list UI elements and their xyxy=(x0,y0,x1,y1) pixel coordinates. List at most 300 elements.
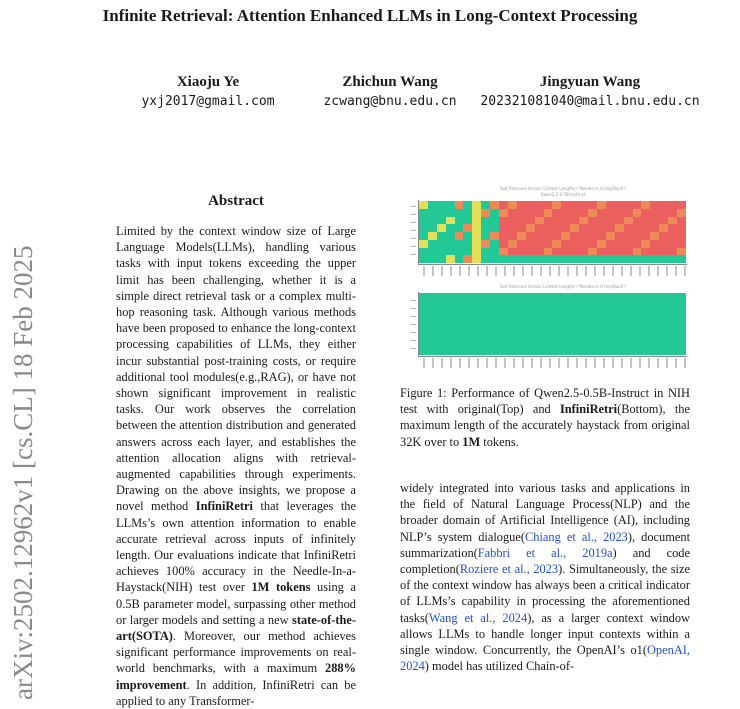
heatmap-cell xyxy=(463,301,472,309)
heatmap-cell xyxy=(419,255,428,263)
heatmap-cell xyxy=(615,347,624,355)
heatmap-cell xyxy=(472,347,481,355)
heatmap-cell xyxy=(561,347,570,355)
heatmap-cell xyxy=(650,209,659,217)
heatmap-cell xyxy=(597,332,606,340)
heatmap-cell xyxy=(472,316,481,324)
heatmap-cell xyxy=(463,309,472,317)
heatmap-cell xyxy=(446,240,455,248)
heatmap-cell xyxy=(446,324,455,332)
top-heatmap-subtitle: Qwen2.5-0.5B-Instruct xyxy=(540,192,586,197)
heatmap-cell xyxy=(641,301,650,309)
heatmap-cell xyxy=(535,293,544,301)
heatmap-cell xyxy=(446,201,455,209)
heatmap-cell xyxy=(650,316,659,324)
heatmap-cell xyxy=(472,301,481,309)
heatmap-cell xyxy=(677,316,686,324)
heatmap-cell xyxy=(463,217,472,225)
heatmap-cell xyxy=(526,301,535,309)
heatmap-cell xyxy=(517,347,526,355)
heatmap-cell xyxy=(561,209,570,217)
heatmap-cell xyxy=(668,209,677,217)
heatmap-cell xyxy=(677,232,686,240)
heatmap-cell xyxy=(535,248,544,256)
heatmap-cell xyxy=(437,340,446,348)
heatmap-cell xyxy=(499,201,508,209)
heatmap-cell xyxy=(588,301,597,309)
heatmap-cell xyxy=(579,340,588,348)
heatmap-cell xyxy=(472,340,481,348)
heatmap-cell xyxy=(668,201,677,209)
heatmap-cell xyxy=(419,332,428,340)
heatmap-cell xyxy=(455,217,464,225)
heatmap-cell xyxy=(508,209,517,217)
heatmap-cell xyxy=(552,201,561,209)
author-email[interactable]: zcwang@bnu.edu.cn xyxy=(323,94,457,109)
heatmap-cell xyxy=(641,332,650,340)
author-email[interactable]: yxj2017@gmail.com xyxy=(141,94,275,109)
heatmap-cell xyxy=(650,201,659,209)
heatmap-cell xyxy=(641,255,650,263)
heatmap-cell xyxy=(455,224,464,232)
heatmap-cell xyxy=(535,301,544,309)
heatmap-cell xyxy=(588,201,597,209)
heatmap-cell xyxy=(490,209,499,217)
heatmap-cell xyxy=(633,309,642,317)
heatmap-cell xyxy=(517,255,526,263)
bottom-heatmap-x-ticks xyxy=(420,358,686,368)
heatmap-cell xyxy=(570,293,579,301)
heatmap-cell xyxy=(624,209,633,217)
heatmap-cell xyxy=(535,340,544,348)
heatmap-cell xyxy=(508,201,517,209)
heatmap-cell xyxy=(455,316,464,324)
heatmap-cell xyxy=(508,347,517,355)
heatmap-cell xyxy=(517,240,526,248)
heatmap-cell xyxy=(615,309,624,317)
heatmap-cell xyxy=(570,240,579,248)
heatmap-cell xyxy=(552,209,561,217)
abstract-heading: Abstract xyxy=(208,193,264,209)
heatmap-cell xyxy=(517,316,526,324)
heatmap-cell xyxy=(659,217,668,225)
heatmap-cell xyxy=(659,324,668,332)
heatmap-cell xyxy=(428,324,437,332)
heatmap-cell xyxy=(659,255,668,263)
heatmap-cell xyxy=(499,293,508,301)
heatmap-cell xyxy=(481,201,490,209)
heatmap-cell xyxy=(428,255,437,263)
heatmap-cell xyxy=(588,217,597,225)
heatmap-cell xyxy=(650,301,659,309)
heatmap-cell xyxy=(419,347,428,355)
author-email[interactable]: 202321081040@mail.bnu.edu.cn xyxy=(480,94,700,109)
heatmap-cell xyxy=(624,201,633,209)
heatmap-cell xyxy=(463,316,472,324)
heatmap-cell xyxy=(677,224,686,232)
heatmap-cell xyxy=(597,347,606,355)
abstract-text: Limited by the context window size of Large Language Models(LLMs), handling various tasks with input tokens exceeding the upper limit has been challenging, whether it is a simple direct retrieval task or a complex multi-hop reasoning task. Although various methods have been proposed to enhance the long-context processing capabilities of LLMs, they either incur substantial post-training costs, or require additional tool modules(e.g.,RAG), or have not shown significant improvement in realistic tasks. Our work observes the correlation between the attention distribution and generated answers across each layer, and establishes the attention allocation aligns with retrieval-augmented capabilities through experiments. Drawing on the above insights, we propose a novel method InfiniRetri that leverages the LLMs’s own attention information to enable accurate retrieval across inputs of infinitely length. Our evaluations indicate that InfiniRetri achieves 100% accuracy in the Needle-In-a-Haystack(NIH) test over 1M tokens using a 0.5B parameter model, surpassing other method or larger models and setting a new state-of-the-art(SOTA). Moreover, our method achieves significant performance improvements on real-world benchmarks, with a maximum 288% improvement. In addition, InfiniRetri can be applied to any Transformer- xyxy=(116,224,356,708)
heatmap-cell xyxy=(659,209,668,217)
heatmap-cell xyxy=(463,347,472,355)
heatmap-cell xyxy=(446,255,455,263)
heatmap-cell xyxy=(472,309,481,317)
heatmap-cell xyxy=(597,248,606,256)
heatmap-cell xyxy=(455,309,464,317)
heatmap-cell xyxy=(606,240,615,248)
heatmap-cell xyxy=(570,224,579,232)
heatmap-cell xyxy=(668,293,677,301)
heatmap-cell xyxy=(455,324,464,332)
heatmap-cell xyxy=(437,209,446,217)
heatmap-cell xyxy=(659,201,668,209)
heatmap-cell xyxy=(606,209,615,217)
heatmap-cell xyxy=(490,201,499,209)
heatmap-cell xyxy=(570,347,579,355)
arxiv-stamp: arXiv:2502.12962v1 [cs.CL] 18 Feb 2025 xyxy=(8,245,38,700)
heatmap-cell xyxy=(437,224,446,232)
heatmap-cell xyxy=(615,293,624,301)
heatmap-cell xyxy=(463,332,472,340)
heatmap-cell xyxy=(579,332,588,340)
heatmap-cell xyxy=(517,340,526,348)
heatmap-cell xyxy=(615,332,624,340)
heatmap-cell xyxy=(499,332,508,340)
heatmap-cell xyxy=(455,232,464,240)
heatmap-cell xyxy=(463,255,472,263)
heatmap-cell xyxy=(615,240,624,248)
heatmap-cell xyxy=(570,232,579,240)
heatmap-cell xyxy=(677,248,686,256)
heatmap-cell xyxy=(579,232,588,240)
heatmap-cell xyxy=(650,293,659,301)
heatmap-cell xyxy=(561,248,570,256)
heatmap-cell xyxy=(552,324,561,332)
heatmap-cell xyxy=(446,209,455,217)
heatmap-cell xyxy=(677,332,686,340)
heatmap-cell xyxy=(615,209,624,217)
heatmap-cell xyxy=(535,224,544,232)
heatmap-cell xyxy=(455,248,464,256)
heatmap-cell xyxy=(570,255,579,263)
heatmap-cell xyxy=(677,347,686,355)
heatmap-cell xyxy=(544,324,553,332)
heatmap-cell xyxy=(419,316,428,324)
heatmap-cell xyxy=(481,347,490,355)
heatmap-cell xyxy=(597,217,606,225)
heatmap-cell xyxy=(526,201,535,209)
heatmap-cell xyxy=(437,293,446,301)
heatmap-cell xyxy=(481,293,490,301)
heatmap-cell xyxy=(659,240,668,248)
heatmap-cell xyxy=(508,232,517,240)
heatmap-cell xyxy=(544,217,553,225)
heatmap-cell xyxy=(606,293,615,301)
top-heatmap-y-ticks xyxy=(410,202,416,262)
heatmap-cell xyxy=(606,232,615,240)
heatmap-cell xyxy=(624,240,633,248)
heatmap-cell xyxy=(570,309,579,317)
citation-link[interactable]: Wang et al., 2024 xyxy=(428,610,528,625)
heatmap-cell xyxy=(561,201,570,209)
heatmap-cell xyxy=(526,347,535,355)
heatmap-cell xyxy=(517,248,526,256)
heatmap-cell xyxy=(615,340,624,348)
heatmap-cell xyxy=(668,332,677,340)
heatmap-cell xyxy=(570,324,579,332)
heatmap-cell xyxy=(624,340,633,348)
heatmap-cell xyxy=(526,293,535,301)
heatmap-cell xyxy=(659,332,668,340)
heatmap-cell xyxy=(633,248,642,256)
heatmap-cell xyxy=(437,347,446,355)
heatmap-cell xyxy=(419,293,428,301)
heatmap-cell xyxy=(526,209,535,217)
heatmap-cell xyxy=(624,301,633,309)
heatmap-cell xyxy=(526,224,535,232)
heatmap-cell xyxy=(597,309,606,317)
citation-link[interactable]: Chiang et al., 2023 xyxy=(525,529,628,544)
heatmap-cell xyxy=(428,309,437,317)
heatmap-cell xyxy=(588,316,597,324)
heatmap-cell xyxy=(579,309,588,317)
heatmap-cell xyxy=(579,301,588,309)
heatmap-cell xyxy=(588,324,597,332)
heatmap-cell xyxy=(463,240,472,248)
heatmap-cell xyxy=(472,248,481,256)
heatmap-cell xyxy=(650,347,659,355)
top-heatmap-x-ticks xyxy=(420,266,686,276)
heatmap-cell xyxy=(633,293,642,301)
heatmap-cell xyxy=(668,340,677,348)
heatmap-cell xyxy=(481,301,490,309)
heatmap-cell xyxy=(490,316,499,324)
citation-link[interactable]: OpenAI, 2024 xyxy=(400,643,690,674)
heatmap-cell xyxy=(490,248,499,256)
heatmap-cell xyxy=(526,240,535,248)
heatmap-cell xyxy=(544,232,553,240)
heatmap-cell xyxy=(508,255,517,263)
heatmap-cell xyxy=(570,332,579,340)
heatmap-cell xyxy=(615,255,624,263)
heatmap-cell xyxy=(544,347,553,355)
heatmap-cell xyxy=(490,224,499,232)
heatmap-cell xyxy=(517,309,526,317)
heatmap-cell xyxy=(561,255,570,263)
heatmap-cell xyxy=(561,217,570,225)
heatmap-cell xyxy=(490,309,499,317)
heatmap-cell xyxy=(428,293,437,301)
heatmap-cell xyxy=(472,224,481,232)
heatmap-cell xyxy=(624,332,633,340)
heatmap-cell xyxy=(615,201,624,209)
heatmap-cell xyxy=(517,301,526,309)
heatmap-cell xyxy=(481,232,490,240)
heatmap-cell xyxy=(615,316,624,324)
heatmap-cell xyxy=(561,309,570,317)
heatmap-cell xyxy=(508,340,517,348)
heatmap-cell xyxy=(606,332,615,340)
citation-link[interactable]: Fabbri et al., 2019a xyxy=(477,545,613,560)
heatmap-cell xyxy=(446,232,455,240)
heatmap-cell xyxy=(659,248,668,256)
heatmap-cell xyxy=(579,248,588,256)
heatmap-cell xyxy=(561,293,570,301)
heatmap-cell xyxy=(481,324,490,332)
heatmap-cell xyxy=(633,301,642,309)
heatmap-cell xyxy=(463,248,472,256)
heatmap-cell xyxy=(597,340,606,348)
heatmap-cell xyxy=(552,248,561,256)
heatmap-cell xyxy=(508,316,517,324)
heatmap-cell xyxy=(481,340,490,348)
heatmap-cell xyxy=(579,240,588,248)
heatmap-cell xyxy=(490,217,499,225)
heatmap-cell xyxy=(455,340,464,348)
heatmap-cell xyxy=(668,224,677,232)
heatmap-cell xyxy=(659,301,668,309)
heatmap-cell xyxy=(446,309,455,317)
heatmap-cell xyxy=(526,232,535,240)
heatmap-cell xyxy=(641,232,650,240)
heatmap-cell xyxy=(552,293,561,301)
heatmap-cell xyxy=(455,240,464,248)
heatmap-cell xyxy=(472,324,481,332)
heatmap-cell xyxy=(526,332,535,340)
heatmap-cell xyxy=(650,240,659,248)
heatmap-cell xyxy=(481,209,490,217)
heatmap-cell xyxy=(490,324,499,332)
heatmap-cell xyxy=(588,293,597,301)
heatmap-cell xyxy=(446,301,455,309)
heatmap-cell xyxy=(535,316,544,324)
heatmap-cell xyxy=(544,209,553,217)
heatmap-cell xyxy=(668,232,677,240)
heatmap-cell xyxy=(606,309,615,317)
heatmap-cell xyxy=(650,340,659,348)
heatmap-cell xyxy=(472,332,481,340)
heatmap-cell xyxy=(579,217,588,225)
heatmap-cell xyxy=(544,340,553,348)
heatmap-cell xyxy=(490,240,499,248)
heatmap-cell xyxy=(633,232,642,240)
heatmap-cell xyxy=(472,217,481,225)
heatmap-cell xyxy=(544,332,553,340)
heatmap-cell xyxy=(437,255,446,263)
heatmap-cell xyxy=(588,240,597,248)
heatmap-cell xyxy=(455,201,464,209)
heatmap-cell xyxy=(446,347,455,355)
heatmap-cell xyxy=(677,301,686,309)
top-heatmap-grid xyxy=(419,201,686,263)
heatmap-cell xyxy=(419,309,428,317)
heatmap-cell xyxy=(570,209,579,217)
heatmap-cell xyxy=(455,209,464,217)
heatmap-cell xyxy=(597,316,606,324)
heatmap-cell xyxy=(481,332,490,340)
heatmap-cell xyxy=(633,332,642,340)
heatmap-cell xyxy=(588,232,597,240)
heatmap-cell xyxy=(615,301,624,309)
heatmap-cell xyxy=(455,332,464,340)
author-name: Jingyuan Wang xyxy=(539,74,641,90)
heatmap-cell xyxy=(437,309,446,317)
heatmap-cell xyxy=(606,201,615,209)
heatmap-cell xyxy=(633,347,642,355)
heatmap-cell xyxy=(606,340,615,348)
heatmap-cell xyxy=(633,255,642,263)
heatmap-cell xyxy=(606,324,615,332)
heatmap-cell xyxy=(579,316,588,324)
heatmap-cell xyxy=(544,316,553,324)
heatmap-cell xyxy=(490,332,499,340)
heatmap-cell xyxy=(490,347,499,355)
heatmap-cell xyxy=(499,248,508,256)
heatmap-cell xyxy=(606,248,615,256)
heatmap-cell xyxy=(668,301,677,309)
heatmap-cell xyxy=(561,224,570,232)
heatmap-cell xyxy=(633,209,642,217)
heatmap-cell xyxy=(606,217,615,225)
heatmap-cell xyxy=(633,224,642,232)
heatmap-cell xyxy=(633,217,642,225)
heatmap-cell xyxy=(650,324,659,332)
heatmap-cell xyxy=(588,332,597,340)
heatmap-cell xyxy=(481,224,490,232)
heatmap-cell xyxy=(517,324,526,332)
heatmap-cell xyxy=(481,255,490,263)
heatmap-cell xyxy=(597,301,606,309)
heatmap-cell xyxy=(508,309,517,317)
heatmap-cell xyxy=(615,324,624,332)
heatmap-cell xyxy=(597,324,606,332)
heatmap-cell xyxy=(508,224,517,232)
citation-link[interactable]: Roziere et al., 2023 xyxy=(459,562,559,577)
heatmap-cell xyxy=(650,255,659,263)
heatmap-cell xyxy=(446,248,455,256)
heatmap-cell xyxy=(517,224,526,232)
heatmap-cell xyxy=(535,347,544,355)
heatmap-cell xyxy=(659,340,668,348)
heatmap-cell xyxy=(579,293,588,301)
heatmap-cell xyxy=(437,301,446,309)
heatmap-cell xyxy=(561,240,570,248)
heatmap-cell xyxy=(508,217,517,225)
heatmap-cell xyxy=(490,255,499,263)
top-heatmap-title: Fact Retrieval Across Context Lengths ("Needle In A HayStack") xyxy=(499,186,627,191)
heatmap-cell xyxy=(579,201,588,209)
heatmap-cell xyxy=(597,209,606,217)
heatmap-cell xyxy=(446,332,455,340)
heatmap-cell xyxy=(633,324,642,332)
heatmap-cell xyxy=(437,201,446,209)
heatmap-cell xyxy=(641,209,650,217)
heatmap-cell xyxy=(463,201,472,209)
heatmap-cell xyxy=(490,301,499,309)
heatmap-cell xyxy=(535,232,544,240)
heatmap-cell xyxy=(677,324,686,332)
heatmap-cell xyxy=(419,209,428,217)
heatmap-cell xyxy=(437,217,446,225)
heatmap-cell xyxy=(552,301,561,309)
heatmap-cell xyxy=(561,340,570,348)
heatmap-cell xyxy=(570,301,579,309)
heatmap-cell xyxy=(499,240,508,248)
heatmap-cell xyxy=(659,293,668,301)
heatmap-cell xyxy=(499,324,508,332)
heatmap-cell xyxy=(668,316,677,324)
heatmap-cell xyxy=(588,255,597,263)
